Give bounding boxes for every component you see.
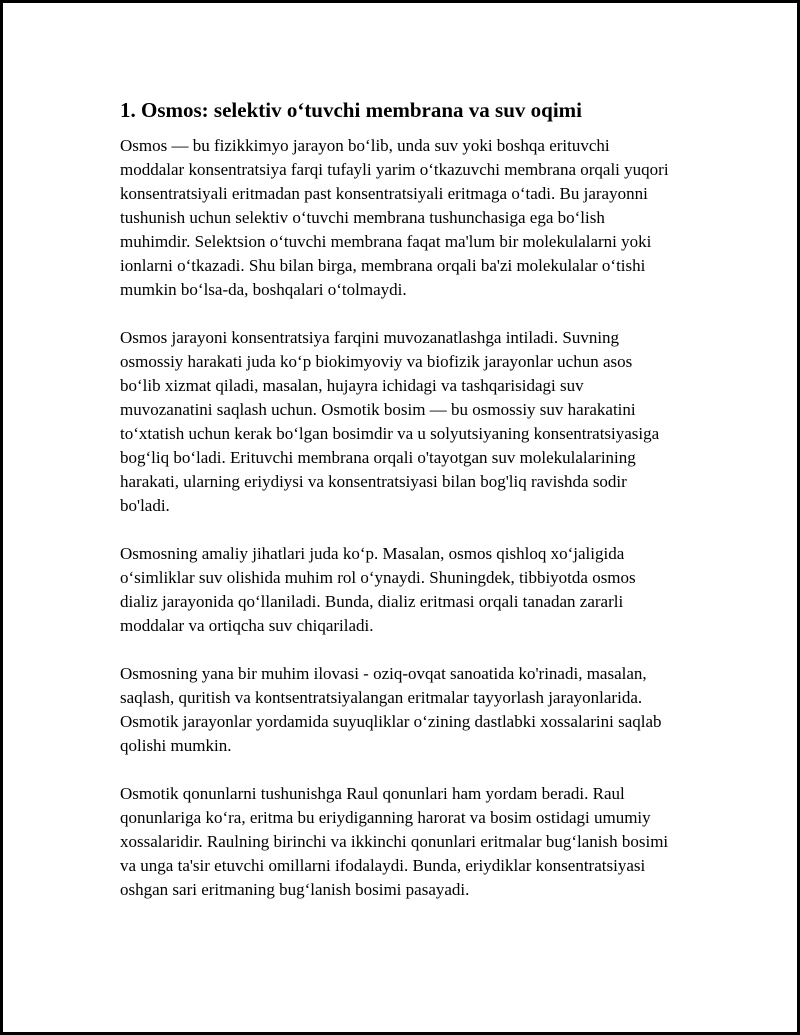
paragraph-practical-aspects: Osmosning amaliy jihatlari juda ko‘p. Masalan, osmos qishloq xo‘jaligida o‘simliklar suv olishida muhim rol o‘ynaydi. Shuningdek, tibbiyotda osmos dializ jarayonida qo‘llaniladi. Bunda, dializ eritmasi orqali tanadan zararli moddalar va ortiqcha suv chiqariladi. <box>120 544 636 635</box>
paragraph-raoult-laws: Osmotik qonunlarni tushunishga Raul qonunlari ham yordam beradi. Raul qonunlariga ko‘ra, eritma bu eriydiganning harorat va bosim ostidagi umumiy xossalaridir. Raulning birinchi va ikkinchi qonunlari eritmalar bug‘lanish bosimi va unga ta'sir etuvchi omillarni ifodalaydi. Bunda, eriydiklar konsentratsiyasi oshgan sari eritmaning bug‘lanish bosimi pasayadi. <box>120 784 669 899</box>
section-title: 1. Osmos: selektiv o‘tuvchi membrana va suv oqimi <box>120 98 582 122</box>
paragraph-food-industry: Osmosning yana bir muhim ilovasi - oziq-ovqat sanoatida ko'rinadi, masalan, saqlash, quritish va kontsentratsiyalangan eritmalar tayyorlash jarayonlarida. Osmotik jarayonlar yordamida suyuqliklar o‘zining dastlabki xossalarini saqlab qolishi mumkin. <box>120 664 662 755</box>
paragraph-osmosis-definition: Osmos — bu fizikkimyo jarayon bo‘lib, unda suv yoki boshqa erituvchi moddalar konsentratsiya farqi tufayli yarim o‘tkazuvchi membrana orqali yuqori konsentratsiyali eritmadan past konsentratsiyali eritmaga o‘tadi. Bu jarayonni tushunish uchun selektiv o‘tuvchi membrana tushunchasiga ega bo‘lish muhimdir. Selektsion o‘tuvchi membrana faqat ma'lum bir molekulalarni yoki ionlarni o‘tkazadi. Shu bilan birga, membrana orqali ba'zi molekulalar o‘tishi mumkin bo‘lsa-da, boshqalari o‘tolmaydi. <box>120 136 669 299</box>
paragraph-osmotic-pressure: Osmos jarayoni konsentratsiya farqini muvozanatlashga intiladi. Suvning osmossiy harakati juda ko‘p biokimyoviy va biofizik jarayonlar uchun asos bo‘lib xizmat qiladi, masalan, hujayra ichidagi va tashqarisidagi suv muvozanatini saqlash uchun. Osmotik bosim — bu osmossiy suv harakatini to‘xtatish uchun kerak bo‘lgan bosimdir va u solyutsiyaning konsentratsiyasiga bog‘liq bo‘ladi. Erituvchi membrana orqali o'tayotgan suv molekulalarining harakati, ularning eriydiysi va konsentratsiyasi bilan bog'liq ravishda sodir bo'ladi. <box>120 328 660 515</box>
